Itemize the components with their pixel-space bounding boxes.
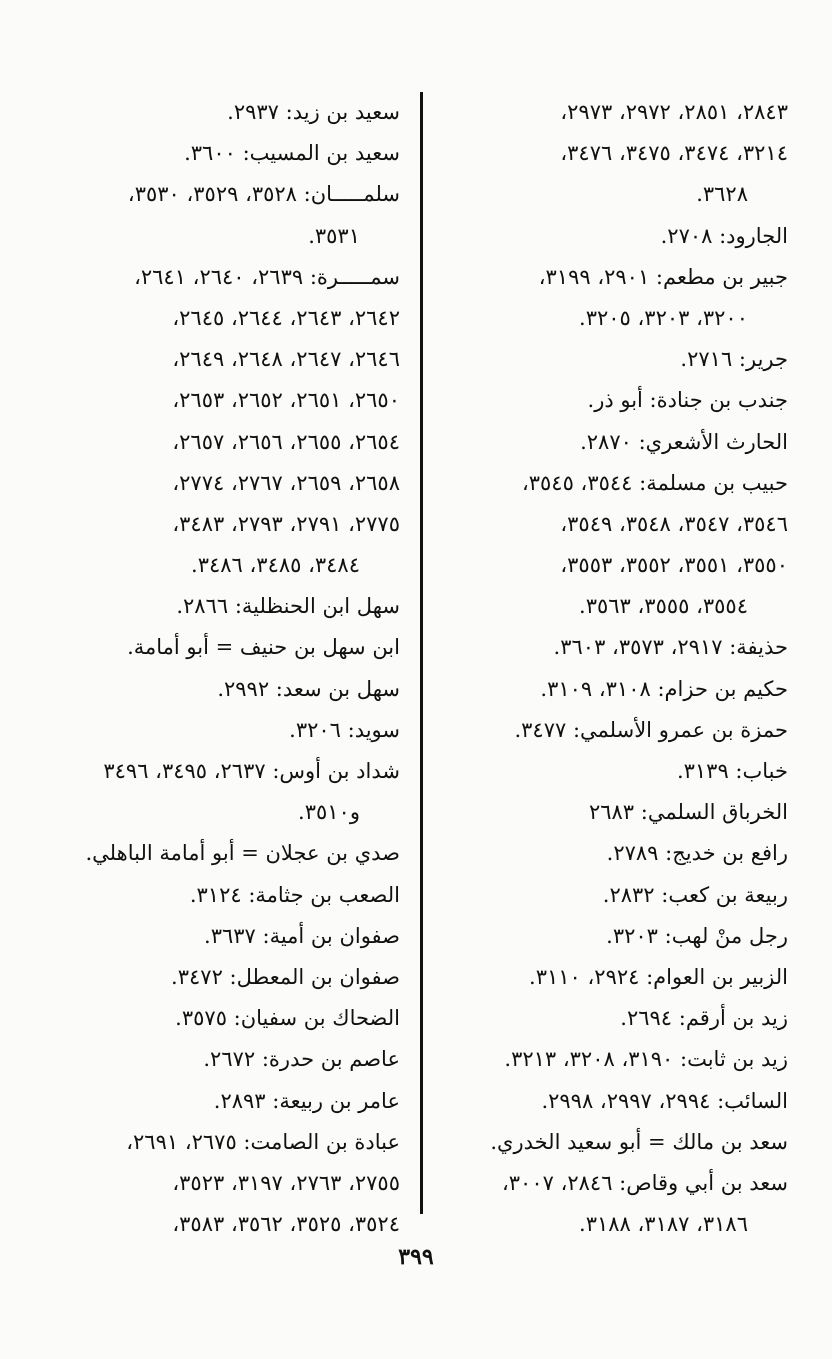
index-entry-line: ٢٧٥٥، ٢٧٦٣، ٣١٩٧، ٣٥٢٣، xyxy=(172,1170,400,1195)
index-entry-line: ربيعة بن كعب: ٢٨٣٢. xyxy=(602,882,788,907)
index-entry-line: ابن سهل بن حنيف = أبو أمامة. xyxy=(127,635,400,660)
column-divider xyxy=(420,92,423,1214)
index-entry-line: ٣٥٥٤، ٣٥٥٥، ٣٥٦٣. xyxy=(579,594,748,619)
index-entry-line: صدي بن عجلان = أبو أمامة الباهلي. xyxy=(85,841,400,866)
index-entry-line: صفوان بن أمية: ٣٦٣٧. xyxy=(204,923,400,948)
index-entry-line: الصعب بن جثامة: ٣١٢٤. xyxy=(189,882,400,907)
index-entry-line: ٢٧٧٥، ٢٧٩١، ٢٧٩٣، ٣٤٨٣، xyxy=(172,511,400,536)
index-entry-line: سهل بن سعد: ٢٩٩٢. xyxy=(217,676,400,701)
index-entry-line: ٣٥٥٠، ٣٥٥١، ٣٥٥٢، ٣٥٥٣، xyxy=(560,553,788,578)
index-entry-line: ٣٦٢٨. xyxy=(696,182,748,207)
index-entry-line: سمـــــرة: ٢٦٣٩، ٢٦٤٠، ٢٦٤١، xyxy=(134,264,400,289)
index-entry-line: ٣١٨٦، ٣١٨٧، ٣١٨٨. xyxy=(579,1212,748,1237)
index-entry-line: الضحاك بن سفيان: ٣٥٧٥. xyxy=(175,1006,400,1031)
index-entry-line: جرير: ٢٧١٦. xyxy=(680,347,788,372)
index-entry-line: الزبير بن العوام: ٢٩٢٤، ٣١١٠. xyxy=(529,964,788,989)
index-entry-line: شداد بن أوس: ٢٦٣٧، ٣٤٩٥، ٣٤٩٦ xyxy=(103,759,400,783)
index-entry-line: زيد بن أرقم: ٢٦٩٤. xyxy=(620,1006,788,1031)
index-entry-line: سلمـــــان: ٣٥٢٨، ٣٥٢٩، ٣٥٣٠، xyxy=(127,182,400,207)
index-entry-line: عاصم بن حدرة: ٢٦٧٢. xyxy=(203,1047,400,1072)
index-entry-line: ٢٨٤٣، ٢٨٥١، ٢٩٧٢، ٢٩٧٣، xyxy=(560,100,788,124)
index-entry-line: و٣٥١٠. xyxy=(298,800,360,825)
index-entry-line: عبادة بن الصامت: ٢٦٧٥، ٢٦٩١، xyxy=(126,1129,400,1154)
index-entry-line: سعيد بن المسيب: ٣٦٠٠. xyxy=(184,141,400,166)
index-entry-line: حكيم بن حزام: ٣١٠٨، ٣١٠٩. xyxy=(540,676,788,701)
index-entry-line: الجارود: ٢٧٠٨. xyxy=(660,223,788,248)
index-entry-line: جبير بن مطعم: ٢٩٠١، ٣١٩٩، xyxy=(538,264,788,289)
index-entry-line: ٣٥٤٦، ٣٥٤٧، ٣٥٤٨، ٣٥٤٩، xyxy=(560,511,788,536)
index-entry-line: الخرباق السلمي: ٢٦٨٣ xyxy=(588,800,788,825)
page-number: ٣٩٩ xyxy=(398,1244,434,1270)
index-entry-line: السائب: ٢٩٩٤، ٢٩٩٧، ٢٩٩٨. xyxy=(541,1088,788,1113)
index-entry-line: ٣٢٠٠، ٣٢٠٣، ٣٢٠٥. xyxy=(579,305,748,330)
index-entry-line: سعيد بن زيد: ٢٩٣٧. xyxy=(227,100,400,124)
index-entry-line: ٢٦٤٦، ٢٦٤٧، ٢٦٤٨، ٢٦٤٩، xyxy=(172,347,400,372)
index-entry-line: ٣٢١٤، ٣٤٧٤، ٣٤٧٥، ٣٤٧٦، xyxy=(560,141,788,166)
index-entry-line: الحارث الأشعري: ٢٨٧٠. xyxy=(580,429,788,454)
index-entry-line: سعد بن مالك = أبو سعيد الخدري. xyxy=(490,1129,788,1154)
index-entry-line: جندب بن جنادة: أبو ذر. xyxy=(587,388,788,413)
index-entry-line: عامر بن ربيعة: ٢٨٩٣. xyxy=(213,1088,400,1113)
index-entry-line: سعد بن أبي وقاص: ٢٨٤٦، ٣٠٠٧، xyxy=(502,1170,788,1195)
index-entry-line: ٢٦٥٠، ٢٦٥١، ٢٦٥٢، ٢٦٥٣، xyxy=(172,388,400,413)
index-entry-line: ٢٦٤٢، ٢٦٤٣، ٢٦٤٤، ٢٦٤٥، xyxy=(172,305,400,330)
index-entry-line: سهل ابن الحنظلية: ٢٨٦٦. xyxy=(176,594,400,619)
index-entry-line: حذيفة: ٢٩١٧، ٣٥٧٣، ٣٦٠٣. xyxy=(553,635,788,660)
index-entry-line: حمزة بن عمرو الأسلمي: ٣٤٧٧. xyxy=(514,717,788,742)
index-entry-line: ٢٦٥٨، ٢٦٥٩، ٢٧٦٧، ٢٧٧٤، xyxy=(172,470,400,495)
index-entry-line: سويد: ٣٢٠٦. xyxy=(289,717,400,742)
index-entry-line: ٣٥٢٤، ٣٥٢٥، ٣٥٦٢، ٣٥٨٣، xyxy=(172,1212,400,1237)
index-column-right xyxy=(420,92,788,1245)
index-entry-line: خباب: ٣١٣٩. xyxy=(676,759,788,783)
index-entry-line: صفوان بن المعطل: ٣٤٧٢. xyxy=(171,964,400,989)
index-entry-line: ٣٤٨٤، ٣٤٨٥، ٣٤٨٦. xyxy=(191,553,360,578)
index-entry-line: ٢٦٥٤، ٢٦٥٥، ٢٦٥٦، ٢٦٥٧، xyxy=(172,429,400,454)
index-entry-line: رافع بن خديج: ٢٧٨٩. xyxy=(606,841,788,866)
index-entry-line: رجل منْ لهب: ٣٢٠٣. xyxy=(606,923,788,948)
index-column-left xyxy=(26,92,400,1245)
index-entry-line: حبيب بن مسلمة: ٣٥٤٤، ٣٥٤٥، xyxy=(521,470,788,495)
index-entry-line: زيد بن ثابت: ٣١٩٠، ٣٢٠٨، ٣٢١٣. xyxy=(504,1047,788,1072)
index-entry-line: ٣٥٣١. xyxy=(308,223,360,248)
